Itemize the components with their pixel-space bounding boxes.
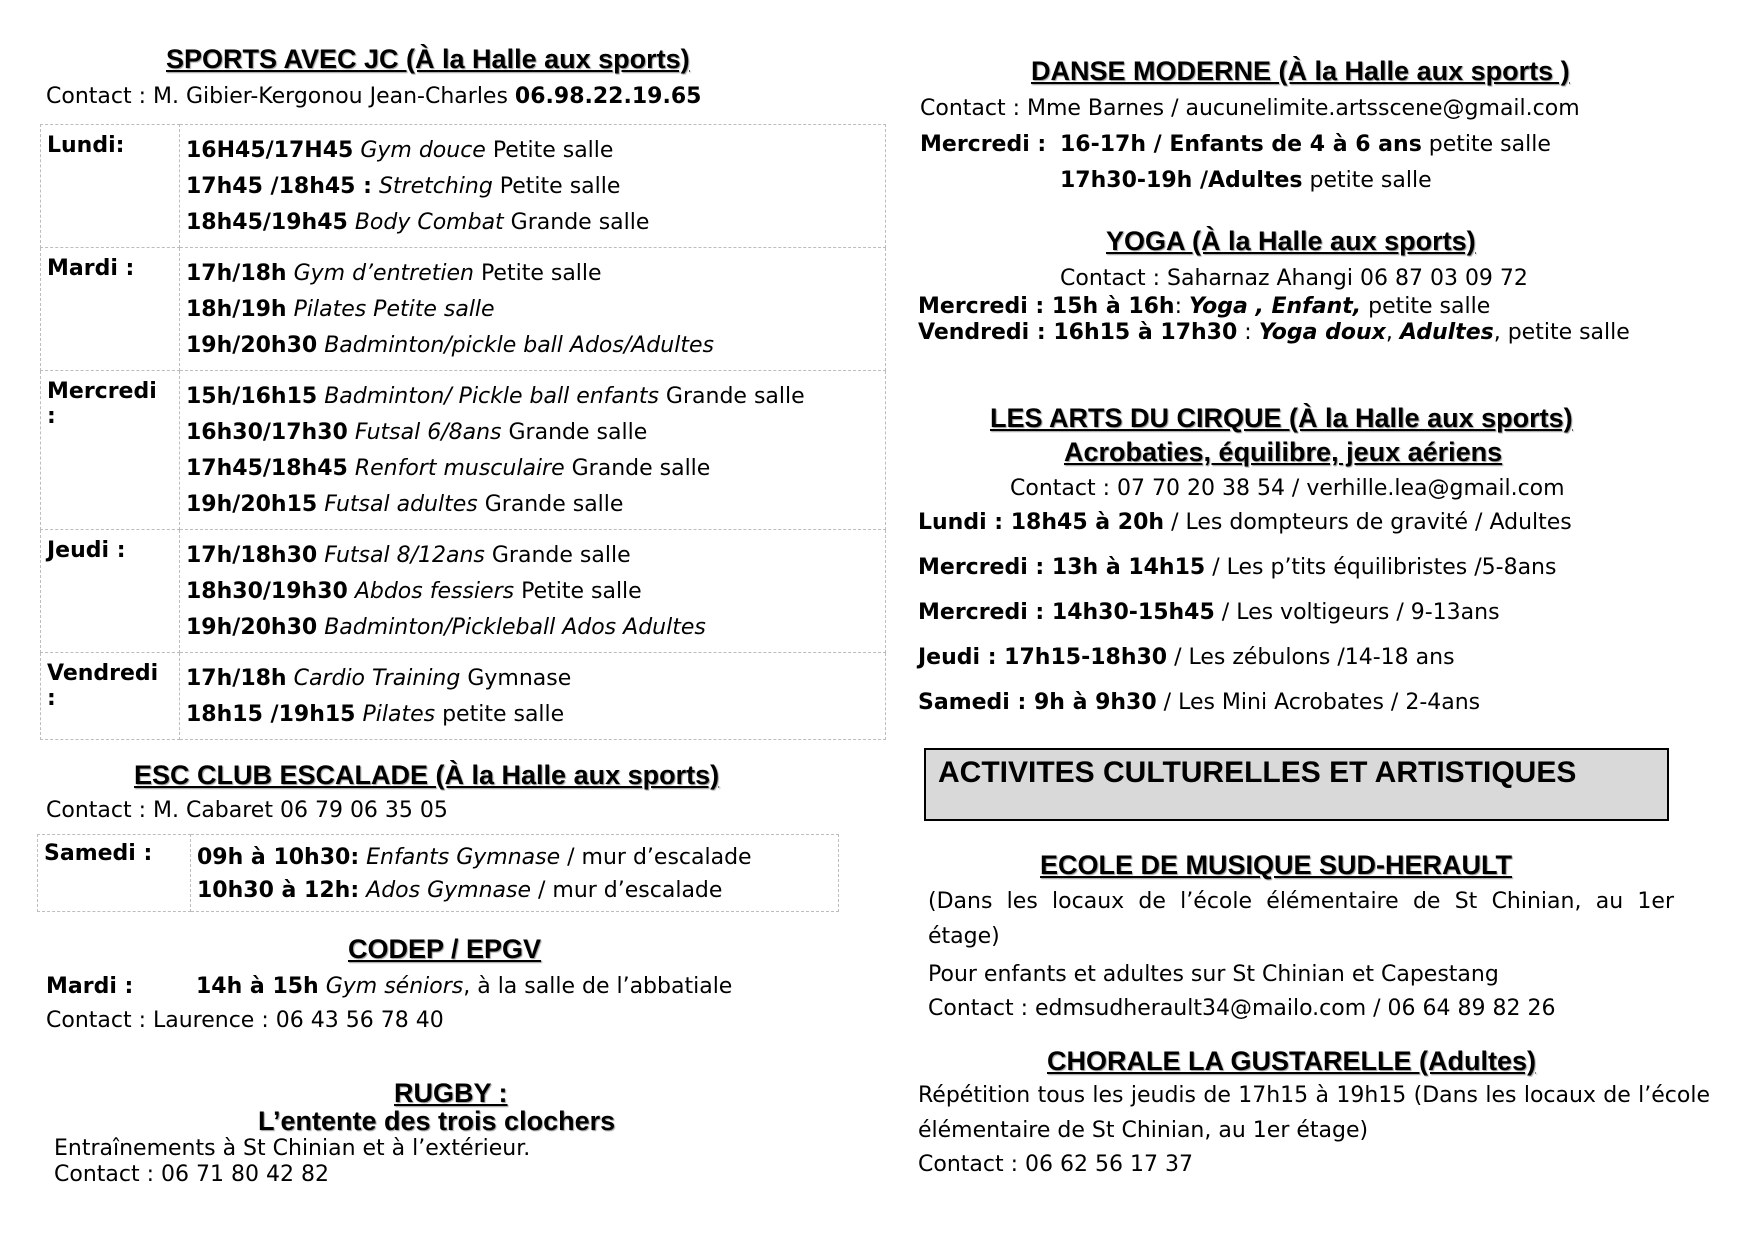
danse-line-1 — [1060, 132, 1551, 158]
escalade-item-place: / mur d’escalade — [560, 845, 752, 870]
yoga-line-1-time: Mercredi : 15h à 16h — [918, 294, 1175, 319]
sports-jc-contact-phone: 06.98.22.19.65 — [514, 84, 702, 109]
chorale-description: Répétition tous les jeudis de 17h15 à 19h15 (Dans les locaux de l’école élémentaire de St Chinian, au 1er étage) — [918, 1083, 1710, 1143]
session-activity: Renfort musculaire — [354, 456, 565, 481]
schedule-row — [41, 248, 886, 371]
rugby-contact: Contact : 06 71 80 42 82 — [54, 1162, 329, 1187]
session-activity: Badminton/ Pickle ball enfants — [324, 384, 659, 409]
codep-place: , à la salle de l’abbatiale — [463, 974, 733, 999]
schedule-session — [186, 415, 879, 451]
cirque-row-group: / Les dompteurs de gravité / Adultes — [1164, 510, 1572, 535]
sports-jc-schedule-table — [40, 124, 886, 740]
schedule-sessions — [180, 125, 886, 248]
schedule-session — [186, 697, 879, 733]
yoga-title: YOGA (À la Halle aux sports) — [1106, 226, 1476, 256]
musique-location: (Dans les locaux de l’école élémentaire de St Chinian, au 1er étage) — [928, 889, 1674, 949]
cirque-row-group: / Les zébulons /14-18 ans — [1167, 645, 1455, 670]
schedule-session — [186, 487, 879, 523]
codep-title: CODEP / EPGV — [348, 934, 542, 964]
session-sep — [348, 420, 355, 445]
cirque-title: LES ARTS DU CIRQUE (À la Halle aux sports) — [990, 403, 1573, 433]
escalade-contact: Contact : M. Cabaret 06 79 06 35 05 — [46, 798, 448, 823]
schedule-session — [186, 328, 879, 364]
chorale-contact: Contact : 06 62 56 17 37 — [918, 1152, 1193, 1177]
session-activity: Badminton/pickle ball Ados/Adultes — [324, 333, 714, 358]
culture-banner — [924, 748, 1669, 821]
schedule-day: Mardi : — [41, 248, 180, 371]
session-activity: Stretching — [378, 174, 493, 199]
danse-line-1-place: petite salle — [1421, 132, 1551, 157]
cirque-row-time: Lundi : 18h45 à 20h — [918, 510, 1165, 535]
cirque-row — [918, 510, 1572, 536]
session-sep — [287, 261, 294, 286]
musique-audience: Pour enfants et adultes sur St Chinian et Capestang — [928, 962, 1499, 987]
codep-session — [196, 974, 732, 1000]
yoga-line-1 — [918, 294, 1490, 320]
schedule-session — [186, 538, 879, 574]
schedule-session — [186, 133, 879, 169]
cirque-row-group: / Les voltigeurs / 9-13ans — [1214, 600, 1500, 625]
session-sep — [372, 174, 379, 199]
cirque-row-time: Mercredi : 13h à 14h15 — [918, 555, 1206, 580]
escalade-item-activity: Enfants Gymnase — [366, 845, 561, 870]
sports-jc-contact-label: Contact : M. Gibier-Kergonou Jean-Charles — [46, 84, 515, 109]
codep-day: Mardi : — [46, 974, 134, 999]
session-place: Grande salle — [658, 384, 805, 409]
yoga-line-2-audience: Adultes — [1399, 320, 1494, 345]
schedule-session — [186, 379, 879, 415]
session-place: Petite salle — [485, 138, 614, 163]
cirque-contact: Contact : 07 70 20 38 54 / verhille.lea@gmail.com — [1010, 476, 1565, 501]
yoga-line-1-sep: : — [1174, 294, 1190, 319]
session-time: 19h/20h15 — [186, 492, 318, 517]
session-activity: Body Combat — [354, 210, 504, 235]
cirque-row-time: Jeudi : 17h15-18h30 — [918, 645, 1168, 670]
schedule-session — [186, 661, 879, 697]
culture-banner-text: ACTIVITES CULTURELLES ET ARTISTIQUES — [938, 756, 1577, 789]
codep-time: 14h à 15h — [196, 974, 319, 999]
session-activity: Pilates Petite salle — [293, 297, 495, 322]
schedule-row — [41, 125, 886, 248]
sports-jc-contact — [46, 84, 701, 110]
session-activity: Gym douce — [360, 138, 486, 163]
session-sep — [287, 297, 294, 322]
cirque-row-time: Samedi : 9h à 9h30 — [918, 690, 1157, 715]
codep-contact: Contact : Laurence : 06 43 56 78 40 — [46, 1008, 444, 1033]
schedule-session — [186, 256, 879, 292]
danse-title: DANSE MODERNE (À la Halle aux sports ) — [1031, 56, 1570, 86]
escalade-row — [38, 835, 839, 912]
session-time: 18h45/19h45 — [186, 210, 348, 235]
escalade-item — [197, 841, 832, 874]
codep-activity: Gym séniors — [325, 974, 464, 999]
cirque-row-group: / Les Mini Acrobates / 2-4ans — [1156, 690, 1481, 715]
session-place: Petite salle — [473, 261, 602, 286]
musique-contact: Contact : edmsudherault34@mailo.com / 06 64 89 82 26 — [928, 996, 1556, 1021]
escalade-item-time: 10h30 à 12h: — [197, 878, 360, 903]
musique-title: ECOLE DE MUSIQUE SUD-HERAULT — [1040, 850, 1513, 880]
schedule-session — [186, 169, 879, 205]
schedule-day: Jeudi : — [41, 530, 180, 653]
session-sep — [348, 210, 355, 235]
schedule-session — [186, 292, 879, 328]
cirque-row — [918, 600, 1500, 626]
yoga-line-2-time: Vendredi : 16h15 à 17h30 — [918, 320, 1238, 345]
session-time: 17h45 /18h45 : — [186, 174, 372, 199]
session-place: petite salle — [435, 702, 565, 727]
danse-line-2-place: petite salle — [1302, 168, 1432, 193]
schedule-row — [41, 530, 886, 653]
schedule-row — [41, 653, 886, 740]
schedule-day: Lundi: — [41, 125, 180, 248]
schedule-session — [186, 610, 879, 646]
session-place: Petite salle — [492, 174, 621, 199]
cirque-row-time: Mercredi : 14h30-15h45 — [918, 600, 1215, 625]
session-activity: Badminton/Pickleball Ados Adultes — [324, 615, 706, 640]
session-time: 18h30/19h30 — [186, 579, 348, 604]
schedule-sessions — [180, 371, 886, 530]
escalade-item-activity: Ados Gymnase — [366, 878, 531, 903]
session-place: Grande salle — [484, 543, 631, 568]
session-place: Grande salle — [503, 210, 650, 235]
yoga-line-1-place: petite salle — [1361, 294, 1491, 319]
yoga-line-1-activity: Yoga , Enfant, — [1189, 294, 1362, 319]
schedule-sessions — [180, 530, 886, 653]
rugby-line-1: Entraînements à St Chinian et à l’extérieur. — [54, 1136, 531, 1161]
escalade-item-place: / mur d’escalade — [531, 878, 723, 903]
yoga-line-2-place: , petite salle — [1493, 320, 1630, 345]
session-sep — [348, 579, 355, 604]
session-activity: Cardio Training — [293, 666, 461, 691]
session-activity: Futsal adultes — [324, 492, 478, 517]
yoga-contact: Contact : Saharnaz Ahangi 06 87 03 09 72 — [1060, 266, 1528, 291]
cirque-row — [918, 690, 1480, 716]
session-time: 19h/20h30 — [186, 615, 318, 640]
escalade-title: ESC CLUB ESCALADE (À la Halle aux sports) — [134, 760, 720, 790]
yoga-line-2-sep-2: , — [1385, 320, 1400, 345]
session-sep — [287, 666, 294, 691]
session-activity: Abdos fessiers — [354, 579, 515, 604]
yoga-line-2-activity: Yoga doux — [1258, 320, 1386, 345]
session-place: Grande salle — [477, 492, 624, 517]
chorale-title: CHORALE LA GUSTARELLE (Adultes) — [1047, 1046, 1536, 1076]
escalade-times — [191, 835, 839, 912]
escalade-item — [197, 874, 832, 907]
sports-jc-title: SPORTS AVEC JC (À la Halle aux sports) — [166, 44, 690, 74]
cirque-row — [918, 645, 1455, 671]
session-sep — [348, 456, 355, 481]
session-time: 16H45/17H45 — [186, 138, 354, 163]
schedule-day: Mercredi : — [41, 371, 180, 530]
danse-day: Mercredi : — [920, 132, 1047, 157]
cirque-row-group: / Les p’tits équilibristes /5-8ans — [1205, 555, 1557, 580]
session-place: Grande salle — [501, 420, 648, 445]
session-time: 17h/18h30 — [186, 543, 318, 568]
danse-line-1-time: 16-17h / Enfants de 4 à 6 ans — [1060, 132, 1422, 157]
escalade-item-time: 09h à 10h30: — [197, 845, 360, 870]
danse-contact: Contact : Mme Barnes / aucunelimite.artsscene@gmail.com — [920, 96, 1580, 121]
schedule-row — [41, 371, 886, 530]
danse-line-2 — [1060, 168, 1432, 194]
schedule-session — [186, 574, 879, 610]
session-time: 18h/19h — [186, 297, 287, 322]
session-activity: Gym d’entretien — [293, 261, 474, 286]
session-time: 16h30/17h30 — [186, 420, 348, 445]
session-place: Gymnase — [460, 666, 572, 691]
session-time: 15h/16h15 — [186, 384, 318, 409]
schedule-session — [186, 205, 879, 241]
yoga-line-2 — [918, 320, 1630, 346]
session-place: Grande salle — [564, 456, 711, 481]
session-time: 18h15 /19h15 — [186, 702, 356, 727]
session-activity: Futsal 8/12ans — [324, 543, 485, 568]
cirque-subtitle: Acrobaties, équilibre, jeux aériens — [1064, 437, 1503, 467]
session-activity: Pilates — [362, 702, 436, 727]
session-activity: Futsal 6/8ans — [354, 420, 502, 445]
danse-line-2-time: 17h30-19h /Adultes — [1060, 168, 1303, 193]
schedule-session — [186, 451, 879, 487]
escalade-day: Samedi : — [38, 835, 191, 912]
session-time: 17h/18h — [186, 261, 287, 286]
yoga-line-2-sep: : — [1237, 320, 1259, 345]
session-time: 17h/18h — [186, 666, 287, 691]
schedule-day: Vendredi : — [41, 653, 180, 740]
session-time: 17h45/18h45 — [186, 456, 348, 481]
schedule-sessions — [180, 248, 886, 371]
session-place: Petite salle — [514, 579, 642, 604]
rugby-subtitle: L’entente des trois clochers — [258, 1106, 616, 1136]
cirque-row — [918, 555, 1556, 581]
schedule-sessions — [180, 653, 886, 740]
session-time: 19h/20h30 — [186, 333, 318, 358]
rugby-title: RUGBY : — [394, 1078, 508, 1108]
escalade-schedule-table — [37, 834, 839, 912]
